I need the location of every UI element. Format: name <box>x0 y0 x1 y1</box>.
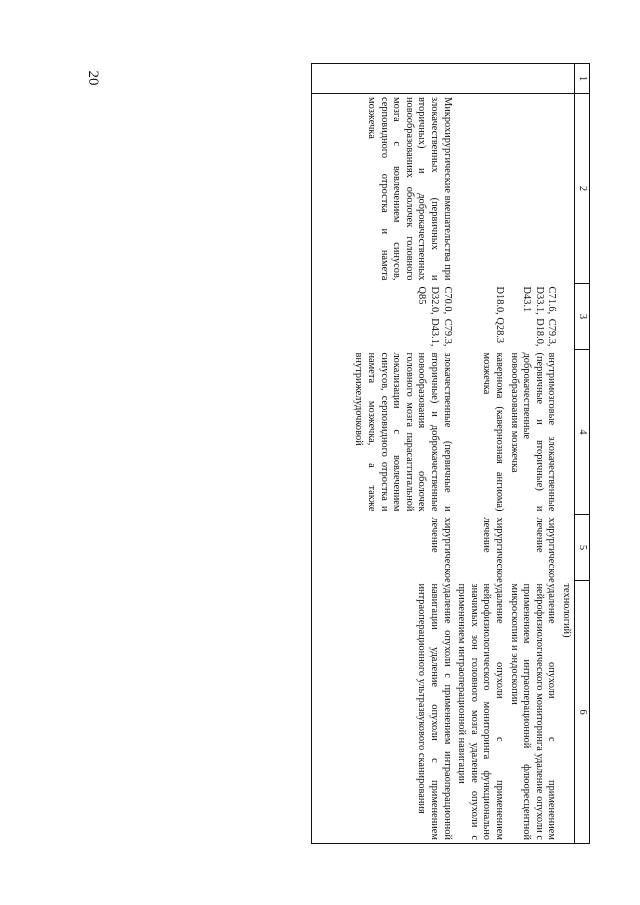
row-0-col-2 <box>559 94 574 284</box>
rotated-table-container <box>120 63 590 843</box>
header-col-6: 6 <box>575 581 590 844</box>
header-row <box>575 64 590 844</box>
row-1-col-5: хирургическое лечение <box>533 517 558 583</box>
row-3-col-2: Микрохирургические вмешательства при злокачественных (первичных и вторичных) и доброкачественных новообразованиях оболочек головного мозга с вовлечением синусов, серповидного отростка и намета мозжечка <box>311 94 454 284</box>
row-1-col-2 <box>507 94 559 284</box>
table-row <box>455 64 507 844</box>
header-col-4: 4 <box>575 350 590 515</box>
header-col-3: 3 <box>575 284 590 350</box>
row-2-col-4: кавернома (кавернозная ангиома) мозжечка <box>481 352 506 512</box>
row-3-col-6: удаление опухоли с применением интраоперационной навигации удаление опухоли с применением интраоперационного ультразвукового сканирования <box>311 581 454 844</box>
row-3-col-4: злокачественные (первичные и вторичные) и доброкачественные новообразования оболочек головного мозга парасаггитальной локализации с вовлечением синусов, серповидного отростка и намета мозжечка, а также внутрижелудочковой <box>311 350 454 515</box>
header-col-5: 5 <box>575 515 590 581</box>
table-row <box>311 64 454 844</box>
row-1-col-1 <box>507 64 559 94</box>
row-0-col-3 <box>559 284 574 350</box>
row-2-col-1 <box>455 64 507 94</box>
header-col-1: 1 <box>575 64 590 94</box>
page-number: 20 <box>85 70 101 86</box>
header-col-2: 2 <box>575 94 590 284</box>
row-3-col-1 <box>311 64 454 94</box>
treatment-methods-table <box>311 63 590 844</box>
row-2-col-2 <box>455 94 507 284</box>
row-1-col-6: удаление опухоли с применением нейрофизиологического мониторинга удаление опухоли с применением интраоперационной флюоресцентной микроскопии и эндоскопии <box>507 581 559 844</box>
row-1-col-4: внутримозговые злокачественные (первичные и вторичные) и доброкачественные новообразования мозжечка <box>508 352 558 512</box>
row-2-col-3: D18.0, Q28.3 <box>494 286 506 344</box>
row-2-col-5: хирургическое лечение <box>481 517 506 583</box>
row-1-col-3: C71.6, C79.3, D33.1, D18.0, D43.1 <box>521 286 558 347</box>
table-row <box>507 64 559 844</box>
row-0-col-5 <box>559 515 574 581</box>
row-3-col-5: хирургическое лечение <box>311 515 454 581</box>
row-2-col-6: удаление опухоли с применением нейрофизиологического мониторинга функционально значимых зон головного мозга удаление опухоли с применением интраоперационной навигации <box>455 581 507 844</box>
row-0-col-6: технологий) <box>559 581 574 844</box>
row-3-col-3: C70.0, C79.3, D32.0, D43.1, Q85 <box>311 284 454 350</box>
row-0-col-4 <box>559 350 574 515</box>
table-row <box>559 64 574 844</box>
row-0-col-1 <box>559 64 574 94</box>
